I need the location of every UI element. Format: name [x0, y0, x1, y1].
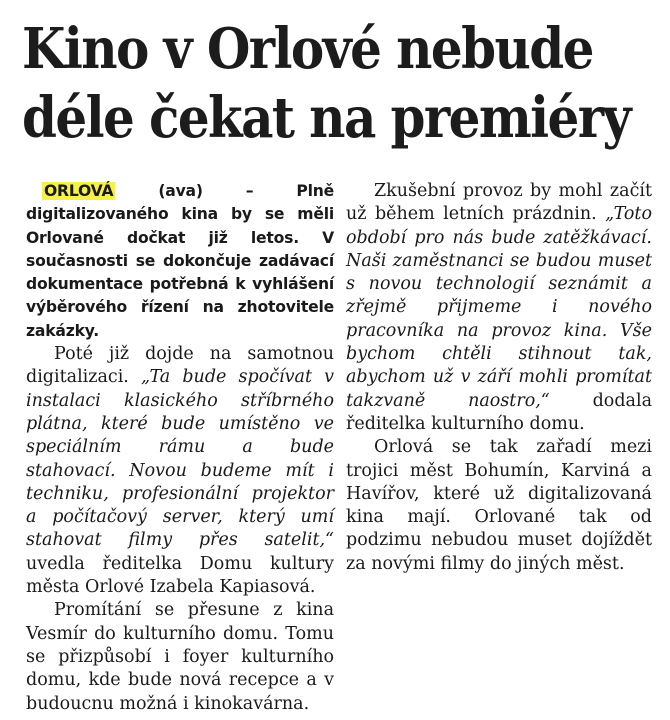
paragraph-3	[346, 180, 652, 436]
byline: (ava) –	[115, 182, 297, 200]
paragraph-1-quote: „Ta bude spočívat v instalaci klasického stříbrného plátna, které bude umístěno ve speciálním rámu a bude stahovací. Novou budeme mít i techniku, profesionální projektor a počítačový server, který umí stahovat filmy přes satelit,“	[26, 367, 335, 551]
paragraph-3-text: Zkušební provoz by mohl začít už během letních prázdnin.	[346, 181, 652, 225]
dateline-highlight: ORLOVÁ	[44, 182, 114, 200]
article-column-2	[346, 180, 652, 576]
paragraph-2: Promítání se přesune z kina Vesmír do kulturního domu. Tomu se přizpůsobí i foyer kulturního domu, kde bude nová recepce a v budoucnu možná i kinokavárna.	[26, 600, 334, 714]
headline-line-1: Kino v Orlové nebude	[22, 15, 593, 82]
paragraph-1-text: Poté již dojde na samotnou digitalizaci.	[26, 344, 334, 388]
headline-line-2: déle čekat na premiéry	[22, 84, 630, 151]
lead-text: Plně digitalizovaného kina by se měli Orlované dočkat již letos. V současnosti se dokončuje zadávací dokumentace potřebná k vyhlášení výběrového řízení na zhotovitele zakázky.	[26, 182, 334, 340]
paragraph-3-attribution: dodala ředitelka kulturního domu.	[346, 390, 652, 434]
lead-paragraph	[26, 180, 334, 343]
paragraph-1-attribution: uvedla ředitelka Domu kultury města Orlové Izabela Kapiasová.	[26, 553, 334, 598]
paragraph-1	[26, 343, 334, 599]
paragraph-3-quote: „Toto období pro nás bude zatěžkávací. Naši zaměstnanci se budou muset s novou technologií seznámit a zřejmě přijmeme i nového pracovníka na provoz kina. Vše bychom chtěli stihnout tak, abychom už v září mohli promítat takzvaně naostro,“	[346, 204, 652, 411]
article-headline	[22, 14, 662, 153]
paragraph-4: Orlová se tak zařadí mezi trojici měst Bohumín, Karviná a Havířov, které už digitalizovaná kina mají. Orlované tak od podzimu nebudou muset dojíždět za novými filmy do jiných měst.	[346, 437, 652, 574]
article-column-1	[26, 180, 334, 716]
